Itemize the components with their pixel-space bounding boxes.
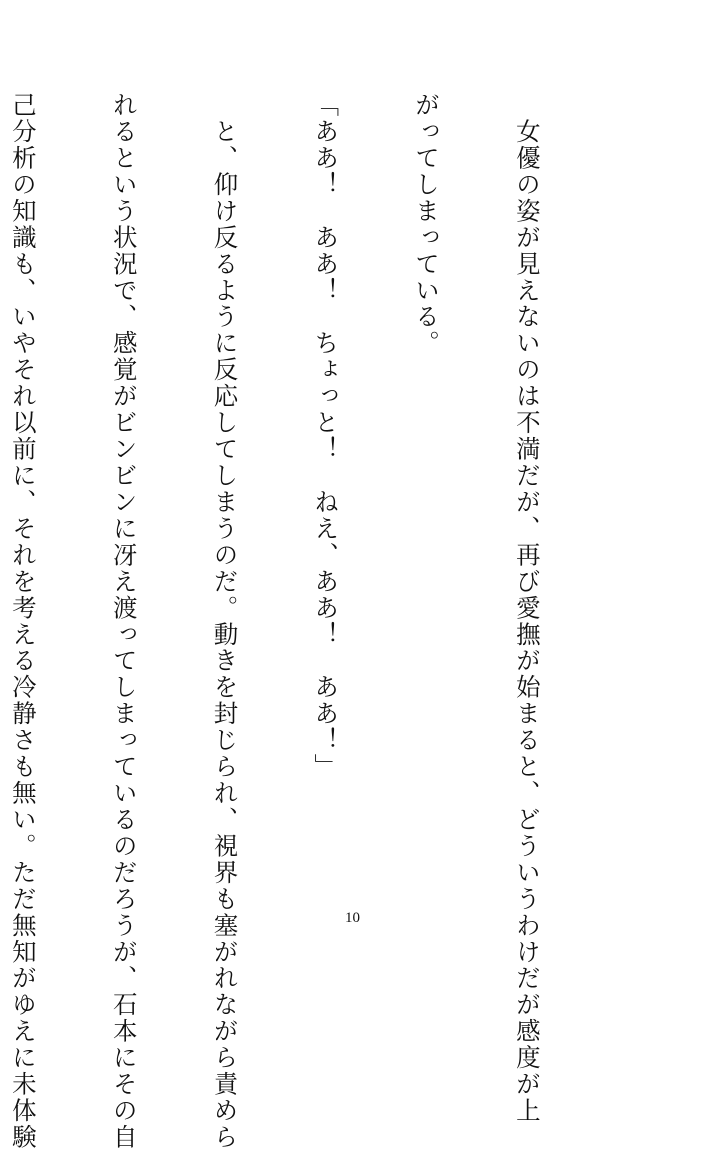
text-line: がってしまっている。 <box>412 92 442 357</box>
text-line: 女優の姿が見えないのは不満だが、再び愛撫が始まると、どういうわけだが感度が上 <box>512 92 542 1124</box>
text-line: れるという状況で、感覚がビンビンに冴え渡ってしまっているのだろうが、石本にその自 <box>109 92 139 1150</box>
text-line: と、仰け反るように反応してしまうのだ。動きを封じられ、視界も塞がれながら責めら <box>210 92 240 1150</box>
page-number: 10 <box>345 910 360 926</box>
text-line: 「ああ！ ああ！ ちょっと！ ねえ、ああ！ ああ！」 <box>311 92 341 780</box>
text-line: 己分析の知識も、いやそれ以前に、それを考える冷静さも無い。ただ無知がゆえに未体験 <box>8 92 38 1150</box>
